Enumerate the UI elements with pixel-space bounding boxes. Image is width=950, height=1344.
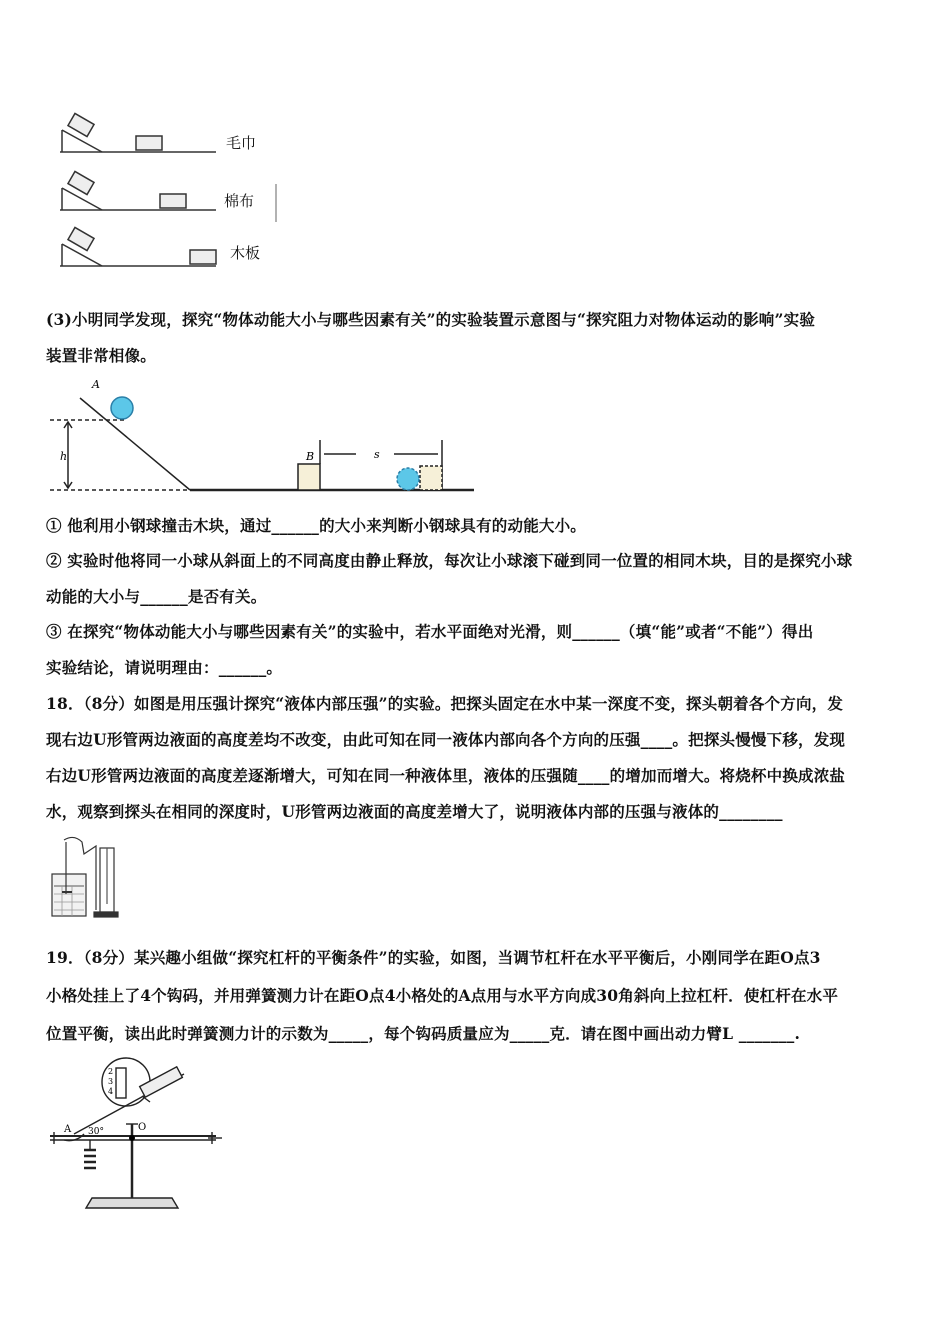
block-B [298,464,320,490]
dial-label-3: 3 [108,1077,114,1086]
ball-moved [397,468,419,490]
q17-item1: ① 他利用小钢球撞击木块，通过______的大小来判断小钢球具有的动能大小。 [46,516,586,535]
spring-scale [140,1067,183,1097]
u-tube-base [94,912,118,917]
q18-line1: 18．（8分）如图是用压强计探究“液体内部压强”的实验。把探头固定在水中某一深度不变，探头朝着各个方向，发 [46,694,844,713]
q19-line2: 小格处挂上了4个钩码，并用弹簧测力计在距O点4小格处的A点用与水平方向成30角斜向上拉杠杆．使杠杆在水平 [46,986,839,1005]
ramp-ball-diagram [44,378,484,500]
label-B: B [306,450,315,463]
dial-label-4: 4 [108,1087,114,1096]
label-h: h [60,450,68,463]
label-angle: 30° [88,1127,104,1137]
q17-item2-line2: 动能的大小与______是否有关。 [46,587,267,606]
ramp-slope [80,398,190,490]
q19-line1: 19．（8分）某兴趣小组做“探究杠杆的平衡条件”的实验，如图，当调节杠杆在水平平衡后，小刚同学在距O点3 [46,948,821,967]
q18-line2: 现右边U形管两边液面的高度差均不改变，由此可知在同一液体内部向各个方向的压强____。把探头慢慢下移，发现 [46,730,846,749]
q17-intro-line2: 装置非常相像。 [46,346,156,365]
pivot-point [129,1135,135,1141]
pressure-gauge-diagram [44,834,128,920]
block-moved [420,466,442,490]
dial-scale [116,1068,126,1098]
ball-A [111,397,133,419]
cart [136,136,162,150]
q17-item3-line2: 实验结论，请说明理由：______。 [46,658,283,677]
label-O: O [138,1122,147,1133]
pressure-gauge-figure [44,834,128,920]
stand-base [86,1198,178,1208]
q17-item3-line1: ③ 在探究“物体动能大小与哪些因素有关”的实验中，若水平面绝对光滑，则______（填“能”或者“不能”）得出 [46,622,814,641]
q18-line4: 水，观察到探头在相同的深度时，U形管两边液面的高度差增大了，说明液体内部的压强与液体的________ [46,802,783,821]
label-A: A [92,378,100,391]
hook-weights [84,1150,96,1168]
cart [160,194,186,208]
q17-intro-line1: (3)小明同学发现，探究“物体动能大小与哪些因素有关”的实验装置示意图与“探究阻力对物体运动的影响”实验 [46,310,816,329]
surface-label-towel: 毛巾 [226,134,257,152]
label-A: A [64,1124,72,1135]
cart-on-ramp [68,113,94,136]
kinetic-energy-figure [44,378,484,500]
surfaces-figure [56,104,286,274]
q18-line3: 右边U形管两边液面的高度差逐渐增大，可知在同一种液体里，液体的压强随____的增加而增大。将烧杯中换成浓盐 [46,766,846,785]
lever-diagram [44,1054,224,1210]
q19-line3: 位置平衡，读出此时弹簧测力计的示数为_____，每个钩码质量应为_____克．请在图中画出动力臂L _______. [46,1024,801,1043]
cart-on-ramp [68,227,94,250]
label-s: s [374,448,380,461]
cart [190,250,216,264]
surface-label-wood: 木板 [230,244,261,262]
surface-label-cotton: 棉布 [224,192,255,210]
cart-on-ramp [68,171,94,194]
dial-label-2: 2 [108,1067,114,1076]
q17-item2-line1: ② 实验时他将同一小球从斜面上的不同高度由静止释放，每次让小球滚下碰到同一位置的相同木块，目的是探究小球 [46,551,853,570]
lever-figure [44,1054,224,1210]
